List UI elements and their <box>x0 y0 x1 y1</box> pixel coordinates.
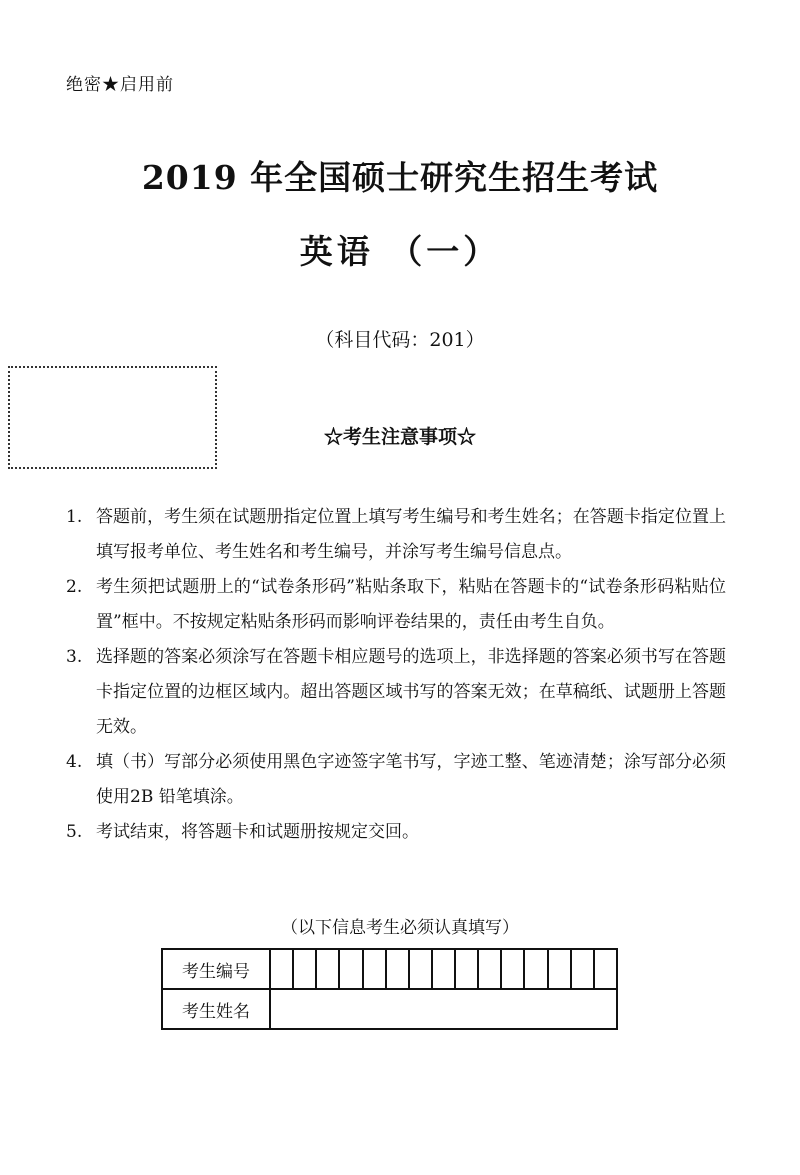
candidate-id-digit-box[interactable] <box>339 949 362 989</box>
instruction-text: 选择题的答案必须涂写在答题卡相应题号的选项上，非选择题的答案必须书写在答题卡指定位置的边框区域内。超出答题区域书写的答案无效；在草稿纸、试题册上答题无效。 <box>96 647 726 737</box>
candidate-id-digit-box[interactable] <box>594 949 617 989</box>
candidate-name-field[interactable] <box>270 989 617 1029</box>
candidate-id-digit-box[interactable] <box>455 949 478 989</box>
instruction-number: 3. <box>66 647 83 667</box>
notice-heading: ☆考生注意事项☆ <box>323 426 476 448</box>
instruction-number: 2. <box>66 577 83 597</box>
candidate-id-row <box>162 949 617 989</box>
instruction-number: 1. <box>66 507 83 527</box>
fill-in-note: （以下信息考生必须认真填写） <box>281 918 519 938</box>
instruction-item <box>66 815 726 850</box>
candidate-id-digit-box[interactable] <box>409 949 432 989</box>
candidate-id-digit-box[interactable] <box>363 949 386 989</box>
candidate-id-digit-box[interactable] <box>432 949 455 989</box>
instruction-number: 5. <box>66 822 83 842</box>
exam-title: 2019 年全国硕士研究生招生考试 <box>141 158 659 197</box>
instruction-number: 4. <box>66 752 83 772</box>
candidate-name-label: 考生姓名 <box>162 989 270 1029</box>
candidate-id-digit-box[interactable] <box>270 949 293 989</box>
candidate-id-digit-box[interactable] <box>548 949 571 989</box>
instruction-text: 填（书）写部分必须使用黑色字迹签字笔书写，字迹工整、笔迹清楚；涂写部分必须使用2B 铅笔填涂。 <box>96 752 726 807</box>
candidate-id-label: 考生编号 <box>162 949 270 989</box>
candidate-id-digit-box[interactable] <box>386 949 409 989</box>
exam-subject: 英语 （一） <box>299 232 501 271</box>
barcode-placement-box <box>8 366 217 469</box>
instruction-item <box>66 500 726 570</box>
candidate-id-digit-box[interactable] <box>524 949 547 989</box>
candidate-name-row <box>162 989 617 1029</box>
instruction-text: 考试结束，将答题卡和试题册按规定交回。 <box>96 822 419 842</box>
instruction-item <box>66 570 726 640</box>
candidate-id-digit-box[interactable] <box>571 949 594 989</box>
instruction-list <box>66 500 726 850</box>
candidate-id-digit-box[interactable] <box>478 949 501 989</box>
subject-code: （科目代码：201） <box>315 329 485 351</box>
candidate-id-digit-box[interactable] <box>316 949 339 989</box>
instruction-item <box>66 640 726 745</box>
classification-label: 绝密★启用前 <box>66 75 174 95</box>
instruction-text: 答题前，考生须在试题册指定位置上填写考生编号和考生姓名；在答题卡指定位置上填写报考单位、考生姓名和考生编号，并涂写考生编号信息点。 <box>96 507 726 562</box>
candidate-info-table <box>161 948 618 1030</box>
instruction-text: 考生须把试题册上的“试卷条形码”粘贴条取下，粘贴在答题卡的“试卷条形码粘贴位置”框中。不按规定粘贴条形码而影响评卷结果的，责任由考生自负。 <box>96 577 726 632</box>
candidate-id-digit-box[interactable] <box>293 949 316 989</box>
instruction-item <box>66 745 726 815</box>
candidate-id-digit-box[interactable] <box>501 949 524 989</box>
